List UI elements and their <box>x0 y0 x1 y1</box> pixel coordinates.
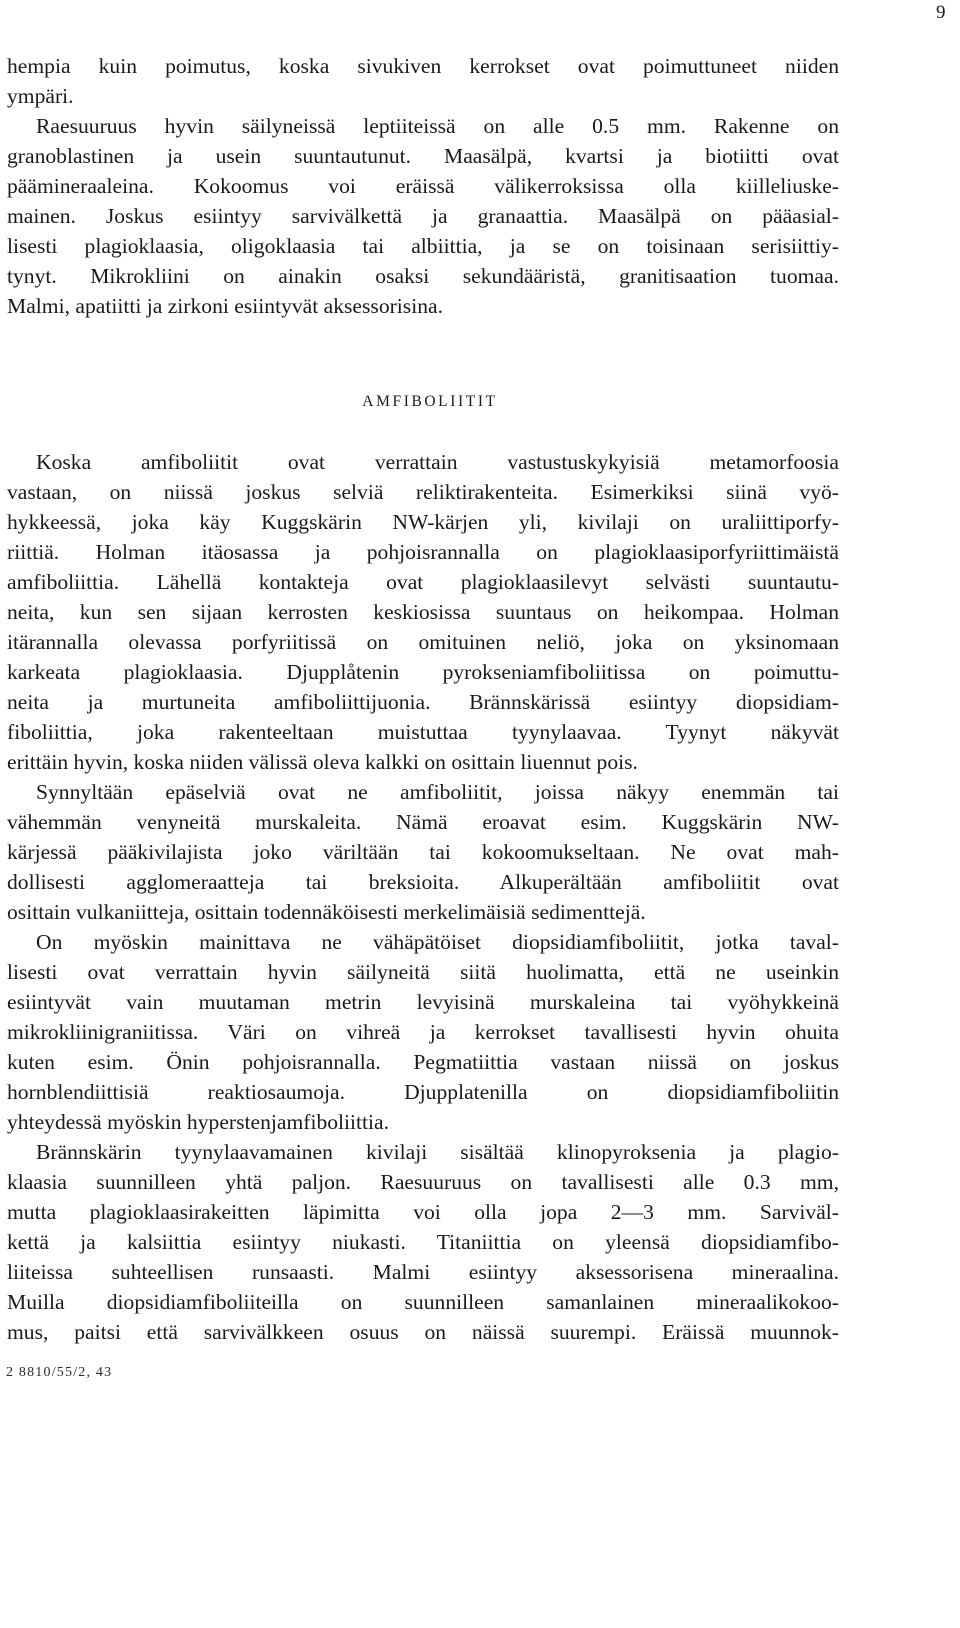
text-line: mus, paitsi että sarvivälkkeen osuus on näissä suurempi. Eräissä muunnok- <box>7 1320 839 1344</box>
text-line: päämineraaleina. Kokoomus voi eräissä välikerroksissa olla kiilleliuske- <box>7 174 839 198</box>
text-line: karkeata plagioklaasia. Djupplåtenin pyrokseniamfiboliitissa on poimuttu- <box>7 660 839 684</box>
text-line: mikrokliinigraniitissa. Väri on vihreä ja kerrokset tavallisesti hyvin ohuita <box>7 1020 839 1044</box>
text-line: Raesuuruus hyvin säilyneissä leptiiteissä on alle 0.5 mm. Rakenne on <box>36 114 839 138</box>
text-line: Brännskärin tyynylaavamainen kivilaji sisältää klinopyroksenia ja plagio- <box>36 1140 839 1164</box>
page-number: 9 <box>936 2 946 23</box>
text-line: Muilla diopsidiamfiboliiteilla on suunnilleen samanlainen mineraalikokoo- <box>7 1290 839 1314</box>
text-line: tynyt. Mikrokliini on ainakin osaksi sekundääristä, granitisaation tuomaa. <box>7 264 839 288</box>
text-line: On myöskin mainittava ne vähäpätöiset diopsidiamfiboliitit, jotka taval- <box>36 930 839 954</box>
text-line: granoblastinen ja usein suuntautunut. Maasälpä, kvartsi ja biotiitti ovat <box>7 144 839 168</box>
text-line: klaasia suunnilleen yhtä paljon. Raesuuruus on tavallisesti alle 0.3 mm, <box>7 1170 839 1194</box>
text-line: kuten esim. Önin pohjoisrannalla. Pegmatiittia vastaan niissä on joskus <box>7 1050 839 1074</box>
footer-signature: 2 8810/55/2, 43 <box>6 1365 113 1380</box>
section-heading: AMFIBOLIITIT <box>362 393 498 410</box>
text-line: esiintyvät vain muutaman metrin levyisinä murskaleina tai vyöhykkeinä <box>7 990 839 1014</box>
text-line: Malmi, apatiitti ja zirkoni esiintyvät aksessorisina. <box>7 294 443 318</box>
text-line: neita, kun sen sijaan kerrosten keskiosissa suuntaus on heikompaa. Holman <box>7 600 839 624</box>
text-line: fiboliittia, joka rakenteeltaan muistuttaa tyynylaavaa. Tyynyt näkyvät <box>7 720 839 744</box>
text-line: lisesti ovat verrattain hyvin säilyneitä siitä huolimatta, että ne useinkin <box>7 960 839 984</box>
text-line: riittiä. Holman itäosassa ja pohjoisrannalla on plagioklaasiporfyriittimäistä <box>7 540 839 564</box>
text-line: lisesti plagioklaasia, oligoklaasia tai albiittia, ja se on toisinaan serisiittiy- <box>7 234 839 258</box>
text-line: mainen. Joskus esiintyy sarvivälkettä ja granaattia. Maasälpä on pääasial- <box>7 204 839 228</box>
text-line: erittäin hyvin, koska niiden välissä oleva kalkki on osittain liuennut pois. <box>7 750 638 774</box>
text-line: vähemmän venyneitä murskaleita. Nämä eroavat esim. Kuggskärin NW- <box>7 810 839 834</box>
text-line: ympäri. <box>7 84 74 108</box>
text-line: vastaan, on niissä joskus selviä reliktirakenteita. Esimerkiksi siinä vyö- <box>7 480 839 504</box>
text-line: Synnyltään epäselviä ovat ne amfiboliitit, joissa näkyy enemmän tai <box>36 780 839 804</box>
text-line: liiteissa suhteellisen runsaasti. Malmi esiintyy aksessorisena mineraalina. <box>7 1260 839 1284</box>
text-line: yhteydessä myöskin hyperstenjamfiboliittia. <box>7 1110 390 1134</box>
text-line: kärjessä pääkivilajista joko väriltään tai kokoomukseltaan. Ne ovat mah- <box>7 840 839 864</box>
text-line: hornblendiittisiä reaktiosaumoja. Djupplatenilla on diopsidiamfiboliitin <box>7 1080 839 1104</box>
text-line: mutta plagioklaasirakeitten läpimitta voi olla jopa 2—3 mm. Sarviväl- <box>7 1200 839 1224</box>
text-line: Koska amfiboliitit ovat verrattain vastustuskykyisiä metamorfoosia <box>36 450 839 474</box>
text-line: itärannalla olevassa porfyriitissä on omituinen neliö, joka on yksinomaan <box>7 630 839 654</box>
text-line: hempia kuin poimutus, koska sivukiven kerrokset ovat poimuttuneet niiden <box>7 54 839 78</box>
text-line: neita ja murtuneita amfiboliittijuonia. Brännskärissä esiintyy diopsidiam- <box>7 690 839 714</box>
text-line: hykkeessä, joka käy Kuggskärin NW-kärjen yli, kivilaji on uraliittiporfy- <box>7 510 839 534</box>
text-line: osittain vulkaniitteja, osittain todennäköisesti merkelimäisiä sedimenttejä. <box>7 900 646 924</box>
text-line: amfiboliittia. Lähellä kontakteja ovat plagioklaasilevyt selvästi suuntautu- <box>7 570 839 594</box>
text-line: kettä ja kalsiittia esiintyy niukasti. Titaniittia on yleensä diopsidiamfibo- <box>7 1230 839 1254</box>
text-line: dollisesti agglomeraatteja tai breksioita. Alkuperältään amfiboliitit ovat <box>7 870 839 894</box>
